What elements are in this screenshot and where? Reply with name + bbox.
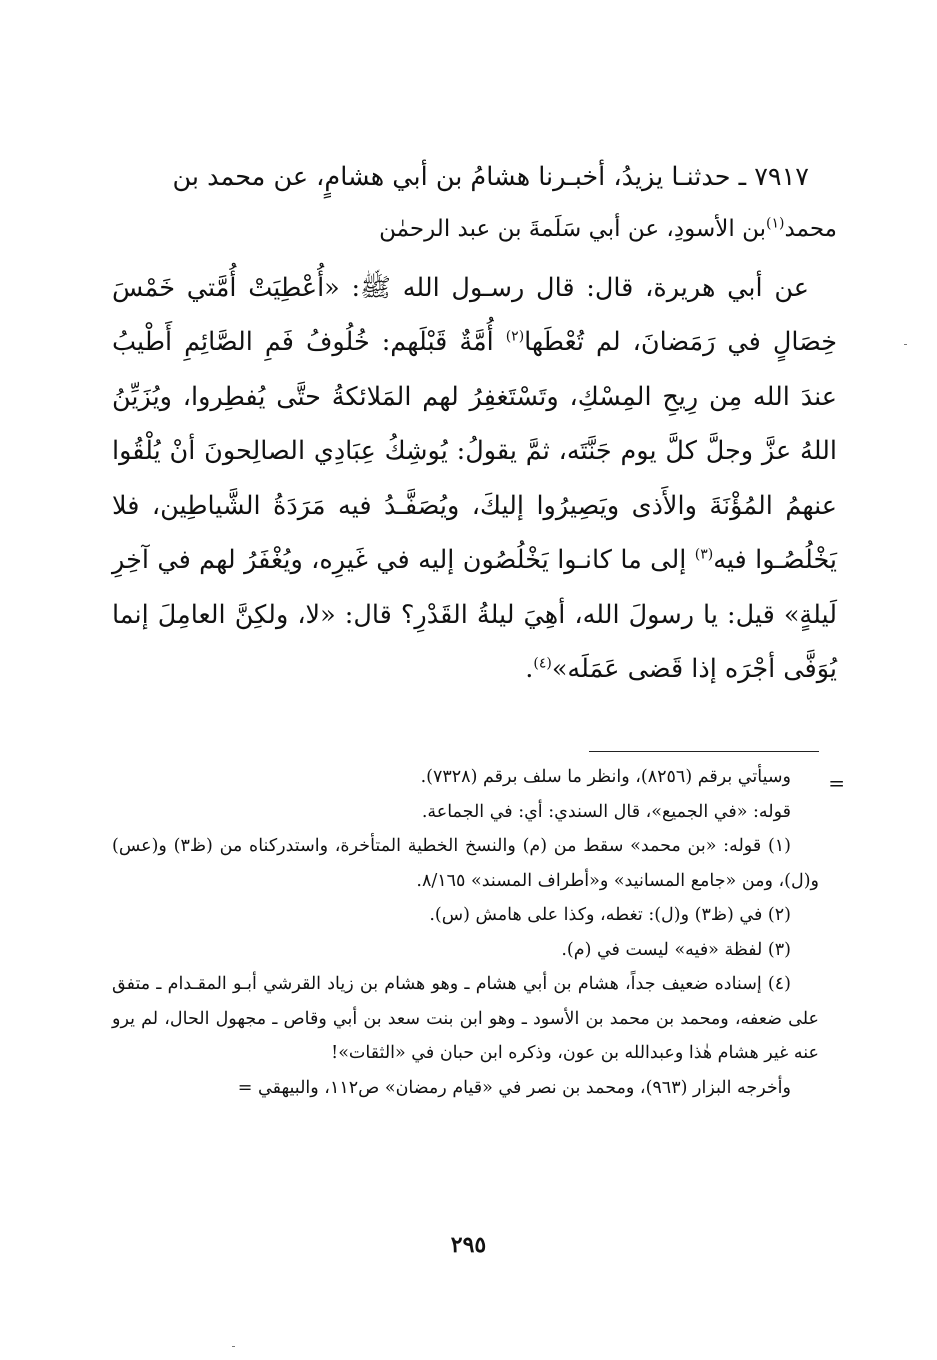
scan-speck — [232, 1346, 235, 1347]
footnote-2: (٢) في (ظ٣) و(ل): تغطه، وكذا على هامش (س). — [429, 905, 791, 925]
footnote-carry-over-2: قوله: «في الجميع»، قال السندي: أي: في الجماعة. — [421, 801, 791, 822]
matn-end: . — [525, 654, 534, 684]
scan-speck — [904, 344, 907, 345]
footnote-4: (٤) إسناده ضعيف جداً، هشام بن أبي هشام ـ وهو هشام بن زياد القرشي أبـو المقـدام ـ متفق على ضعفه، ومحمد بن محمد بن الأسود ـ وهو ابن بنت سعد بن أبي وقاص ـ مجهول الحال، لم يرو عنه غير هشام هٰذا وعبدالله بن عون، وذكره ابن حبان في «الثقات»! — [112, 974, 819, 1063]
footnote-1: (١) قوله: «بن محمد» سقط من (م) والنسخ الخطية المتأخرة، واستدركناه من (ظ٣) و(عس) و(ل)، ومن «جامع المسانيد» و«أطراف المسند» ٨/١٦٥. — [112, 836, 819, 891]
matn-text-a: عن أبي هريرة، قال: قال رسـول الله ﷺ: «أُعْطِيَتْ أُمَّتي خَمْسَ خِصَالٍ في رَمَضانَ، لم تُعْطَها — [112, 272, 837, 357]
isnad-line-2 — [112, 205, 837, 253]
isnad-line-1: ٧٩١٧ ـ حدثنـا يزيدُ، أخبـرنا هشامُ بن أبي هشامٍ، عن محمد بن — [172, 162, 809, 192]
footnote-3: (٣) لفظة «فيه» ليست في (م). — [561, 939, 791, 960]
footnote-4-continuation: وأخرجه البزار (٩٦٣)، ومحمد بن نصر في «قيام رمضان» ص١١٢، والبيهقي = — [237, 1077, 791, 1098]
hadith-matn — [112, 261, 837, 697]
matn-text-c: إلى ما كانـوا يَخْلُصُون إليه في غَيرِه، ويُغْفَرُ لهم في آخِرِ لَيلةٍ» قيل: يا رسولَ الله، أهِيَ ليلةُ القَدْرِ؟ قال: «لا، ولكِنَّ العامِلَ إنما يُوَفَّى أجْرَه إذا قَضى عَمَلَه» — [112, 545, 837, 684]
footnote-ref-4: (٤) — [533, 655, 552, 672]
footnotes-section — [112, 760, 819, 1105]
matn-text-b: أُمَّةٌ قَبْلَهم: خُلُوفُ فَمِ الصَّائِمِ أَطْيبُ عندَ الله مِن رِيحِ المِسْكِ، وتَسْتَغفِرُ لهم المَلائكةُ حتَّى يُفطِروا، ويُزَيِّنُ اللهُ عزَّ وجلَّ كلَّ يوم جَنَّتَه، ثمَّ يقولُ: يُوشِكُ عِبَادِي الصالِحونَ أنْ يُلْقُوا عنهمُ المُؤْنَةَ والأَذى ويَصِيرُوا إليكَ، ويُصَفَّـدُ فيه مَرَدَةُ الشَّياطِين، فلا يَخْلُصُـوا فيه — [112, 327, 837, 575]
footnote-ref-2: (٢) — [505, 328, 525, 345]
footnote-ref-1: (١) — [765, 214, 785, 231]
continuation-marker-top: = — [828, 771, 845, 795]
page-number: ٢٩٥ — [450, 1232, 487, 1258]
footnote-ref-3: (٣) — [694, 546, 714, 563]
isnad-text-b: بن الأسودِ، عن أبي سَلَمةَ بن عبد الرحمٰن — [379, 215, 766, 242]
isnad-text-a: محمد — [784, 215, 837, 242]
hadith-main-text — [112, 150, 837, 697]
footnote-carry-over-1: وسيأتي برقم (٨٢٥٦)، وانظر ما سلف برقم (٧٣٢٨). — [420, 767, 791, 787]
footnote-separator-rule — [589, 751, 819, 752]
